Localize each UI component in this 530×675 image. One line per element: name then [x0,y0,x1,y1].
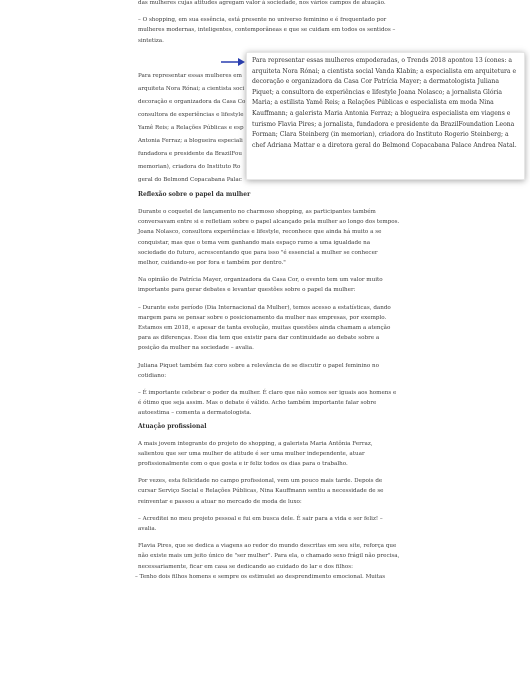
section-title-reflexao: Reflexão sobre o papel da mulher [138,191,251,198]
paragraph: Durante o coquetel de lançamento no charmoso shopping, as participantes também conversavam entre si e refletiam sobre o papel alcançado pela mulher ao longo dos tempos. Joana Nolasco, consultora experiências e lifestyle, reconhece que ainda há muito a se conquistar, mas que o tema vem ganhando mais espaço rumo a uma igualdade na sociedade do futuro, acrescentando que para isso "é essencial a mulher se conhecer melhor, cuidando-se por fora e também por dentro." [138,209,400,267]
callout-box [246,52,525,180]
paragraph: Na opinião de Patrícia Mayer, organizadora da Casa Cor, o evento tem um valor muito importante para gerar debates e levantar questões sobre o papel da mulher: [138,277,383,294]
callout-text: Para representar essas mulheres empoderadas, o Trends 2018 apontou 13 ícones: a arquiteta Nora Rónai; a cientista social Vanda Klabin; a especialista em arquitetura e decoração e organizadora da Casa Cor Patrícia Mayer; a dermatologista Juliana Piquet; a consultora de experiências e lifestyle Joana Nolasco; a jornalista Glória Maria; a estilista Yamê Reis; a Relações Públicas e especialista em moda Nina Kauffmann; a galerista Maria Antonia Ferraz; a blogueira especialista em viagens e turismo Flavia Pires; a jornalista, fundadora e presidente da BrazilFoundation Leona Forman; Clara Steinberg (in memorian), criadora do Instituto Rogerio Steinberg; a chef Adriana Mattar e a diretora geral do Belmond Copacabana Palace Andrea Natal. [252,57,517,149]
bg-line: memorian), criadora do Instituto Ro [138,164,241,170]
paragraph: – Tenho dois filhos homens e sempre os estimulei ao desprendimento emocional. Muitas [135,573,386,580]
paragraph: – Acreditei no meu projeto pessoal e fui em busca dele. É sair para a vida e ser feliz! – avalia. [138,515,383,533]
bg-line: consultora de experiências e lifestyle [138,112,244,118]
section-title-atuacao: Atuação profissional [138,422,207,430]
paragraph: A mais jovem integrante do projeto do shopping, a galerista Maria Antônia Ferraz, salientou que ser uma mulher de atitude é ser uma mulher independente, atuar profissionalmente com o que gosta e ir feliz todos os dias para o trabalho. [138,440,373,468]
paragraph: – É importante celebrar o poder da mulher. É claro que não somos ser iguais aos homens e é ótimo que seja assim. Mas o debate é válido. Acho também importante falar sobre autoestima – comenta a dermatologista. [138,390,397,417]
article-top [138,0,400,46]
paragraph: Flavia Pires, que se dedica a viagens ao redor do mundo descritas em seu site, reforça que não existe mais um jeito único de "ser mulher". Para ela, o chamado sexo frágil não precisa, necessariamente, ficar em casa se dedicando ao cuidado do lar e dos filhos: [138,543,400,570]
right-arrow-icon [220,57,246,67]
bg-line: Para representar essas mulheres em [138,73,242,79]
article-body [135,190,400,582]
bg-line: arquiteta Nora Rónai; a cientista soci [138,86,245,92]
bg-line: Antonia Ferraz; a blogueira especiali [138,138,243,144]
bg-line: Yamê Reis; a Relações Públicas e esp [138,125,244,131]
quote-shopping: – O shopping, em sua essência, está presente no universo feminino e é frequentado por mulheres modernas, inteligentes, contemporâneas e que se cuidam em todos os sentidos – sintetiza. [138,17,396,44]
bg-line: decoração e organizadora da Casa Co [138,99,246,105]
bg-line: geral do Belmond Copacabana Palac [138,177,242,183]
intro-tail: das mulheres cujas atitudes agregam valor à sociedade, nos vários campos de atuação. [138,0,386,6]
paragraph: Juliana Piquet também faz coro sobre a relevância de se discutir o papel feminino no cotidiano: [138,362,379,379]
paragraph: – Durante este período (Dia Internacional da Mulher), temos acesso a estatísticas, dando margem para se pensar sobre o posicionamento da mulher nas empresas, por exemplo. Estamos em 2018, e apesar de tanta evolução, muitas questões ainda chamam a atenção para as diferenças. Esse dia tem que existir para dar continuidade ao debate sobre a posição da mulher na sociedade – avalia. [138,304,391,352]
bg-line: fundadora e presidente da BrazilFou [138,151,242,157]
paragraph: Por vezes, esta felicidade no campo profissional, vem um pouco mais tarde. Depois de cursar Serviço Social e Relações Públicas, Nina Kauffmann sentiu a necessidade de se reinventar e passou a atuar no mercado de moda de luxo: [138,478,384,505]
